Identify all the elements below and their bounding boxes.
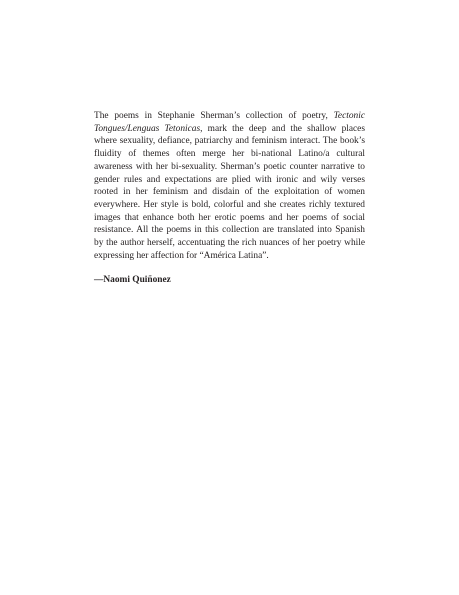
blurb-paragraph xyxy=(94,110,365,262)
blurb-text-start: The poems in Stephanie Sherman’s collection of poetry, xyxy=(94,111,334,121)
blurb-text-rest: , mark the deep and the shallow places where sexuality, defiance, patriarchy and feminism interact. The book’s fluidity of themes often merge her bi-national Latino/a cultural awareness with her bi-sexuality. Sherman’s poetic counter narrative to gender rules and expectations are plied with ironic and wily verses rooted in her feminism and disdain of the exploitation of women everywhere. Her style is bold, colorful and she creates richly textured images that enhance both her erotic poems and her poems of social resistance. All the poems in this collection are translated into Spanish by the author herself, accentuating the rich nuances of her poetry while expressing her affection for “América Latina”. xyxy=(94,123,365,261)
book-title: Tectonic Tongues/Lenguas Tetonicas xyxy=(94,111,365,134)
attribution: —Naomi Quiñonez xyxy=(94,275,171,285)
